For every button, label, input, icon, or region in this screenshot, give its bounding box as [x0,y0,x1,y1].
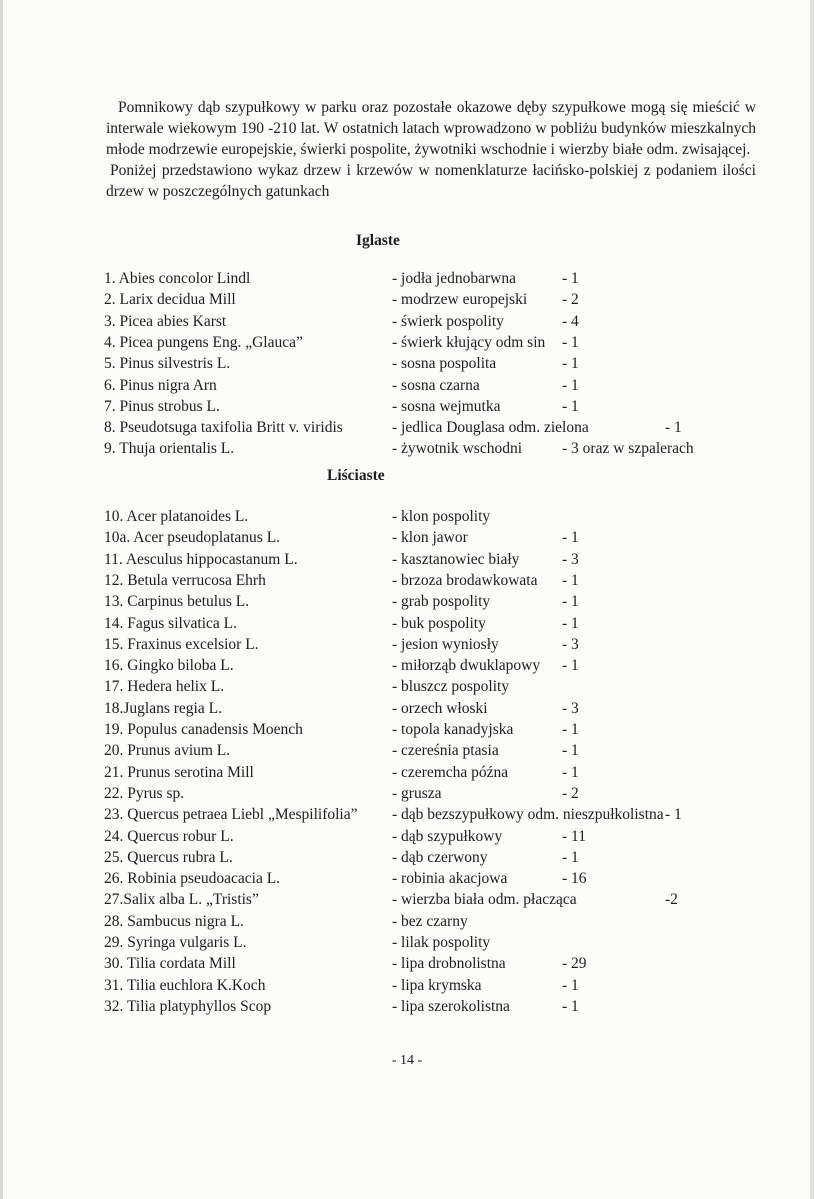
species-polish-name: - świerk kłujący odm sin [392,333,546,351]
species-latin-name: 7. Pinus strobus L. [104,397,220,415]
species-count: - 1 [562,614,579,632]
species-latin-name: 11. Aesculus hippocastanum L. [104,550,298,568]
species-row [0,806,814,827]
species-count: - 2 [562,291,579,309]
species-row [0,785,814,806]
species-latin-name: 16. Gingko biloba L. [104,657,234,675]
species-row [0,572,814,593]
species-count: - 1 [562,848,579,866]
species-polish-name: - kasztanowiec biały [392,550,520,568]
species-polish-name: - topola kanadyjska [392,721,514,738]
species-latin-name: 28. Sambucus nigra L. [104,912,244,930]
species-polish-name: - dąb szypułkowy [392,827,503,845]
species-row [0,377,814,398]
species-count: - 3 [562,550,579,568]
species-count: - 1 [562,997,579,1015]
species-row [0,419,814,440]
species-latin-name: 1. Abies concolor Lindl [104,270,251,287]
species-row [0,934,814,955]
species-latin-name: 20. Prunus avium L. [104,742,231,760]
species-count: - 3 [562,699,579,717]
species-count: - 2 [562,784,579,802]
species-row [0,270,814,291]
species-latin-name: 2. Larix decidua Mill [104,291,236,309]
species-latin-name: 3. Picea abies Karst [104,312,227,330]
species-row [0,615,814,636]
species-latin-name: 9. Thuja orientalis L. [104,440,235,458]
species-count: - 4 [562,312,579,330]
page-number: - 14 - [391,1053,423,1068]
species-latin-name: 8. Pseudotsuga taxifolia Britt v. viridis [104,419,343,437]
species-polish-name: - brzoza brodawkowata [392,571,538,589]
species-row [0,334,814,355]
species-count: - 1 [562,571,579,589]
species-latin-name: 15. Fraxinus excelsior L. [104,635,259,653]
species-row [0,913,814,934]
species-count-extra: - 1 [665,419,682,437]
species-latin-name: 4. Picea pungens Eng. „Glauca” [104,333,303,351]
species-polish-name: - buk pospolity [392,614,486,632]
species-latin-name: 19. Populus canadensis Moench [104,721,303,738]
species-count: - 3 [562,635,579,653]
species-row [0,291,814,312]
species-polish-name: - dąb czerwony [392,848,488,866]
species-row [0,678,814,699]
species-row [0,700,814,721]
species-latin-name: 29. Syringa vulgaris L. [104,934,247,951]
species-row [0,657,814,678]
species-row [0,529,814,550]
species-count: - 1 [562,355,579,373]
species-polish-name: - sosna czarna [392,376,480,394]
species-count: - 1 [562,270,579,287]
species-count: - 3 oraz w szpalerach [562,440,694,458]
species-count: - 16 [562,870,587,888]
intro-paragraph-1: Pomnikowy dąb szypułkowy w parku oraz pozostałe okazowe dęby szypułkowe mogą się mieścić w interwale wiekowym 190 -210 lat. W ostatnich latach wprowadzono w pobliżu budynków mieszkalnych młode modrzewie europejskie, świerki pospolite, żywotniki wschodnie i wierzby białe odm. zwisającej. [106,99,756,158]
species-latin-name: 24. Quercus robur L. [104,827,234,845]
species-polish-name: - klon pospolity [392,508,491,525]
species-polish-name: - sosna wejmutka [392,397,501,415]
species-row [0,891,814,912]
species-latin-name: 18.Juglans regia L. [104,699,222,717]
species-latin-name: 32. Tilia platyphyllos Scop [104,997,272,1015]
species-latin-name: 17. Hedera helix L. [104,678,225,696]
species-row [0,593,814,614]
species-count: - 1 [562,763,579,781]
species-row [0,955,814,976]
species-count: - 1 [562,333,579,351]
species-latin-name: 10a. Acer pseudoplatanus L. [104,529,281,547]
species-count: - 1 [562,742,579,760]
species-polish-name: - grab pospolity [392,593,491,611]
species-latin-name: 13. Carpinus betulus L. [104,593,250,611]
species-latin-name: 27.Salix alba L. „Tristis” [104,891,259,909]
species-count-extra: - 1 [665,806,682,824]
species-row [0,828,814,849]
species-row [0,551,814,572]
species-count: - 1 [562,593,579,611]
species-row [0,870,814,891]
species-polish-name: - sosna pospolita [392,355,497,373]
species-count: - 1 [562,529,579,547]
species-polish-name: - dąb bezszypułkowy odm. nieszpułkolistna [392,806,664,824]
species-count: - 1 [562,397,579,415]
species-row [0,355,814,376]
species-polish-name: - lipa drobnolistna [392,955,506,973]
species-polish-name: - jedlica Douglasa odm. zielona [392,419,589,437]
section-heading-iglaste: Iglaste [356,232,400,249]
species-polish-name: - klon jawor [392,529,468,547]
species-count: - 29 [562,955,587,973]
species-count: - 1 [562,721,579,738]
species-latin-name: 10. Acer platanoides L. [104,508,249,525]
species-row [0,721,814,742]
species-count: - 1 [562,657,579,675]
species-polish-name: - lipa szerokolistna [392,997,510,1015]
species-row [0,508,814,529]
species-row [0,849,814,870]
species-latin-name: 12. Betula verrucosa Ehrh [104,571,266,589]
species-latin-name: 21. Prunus serotina Mill [104,763,254,781]
species-polish-name: - orzech włoski [392,699,488,717]
species-row [0,764,814,785]
species-latin-name: 6. Pinus nigra Arn [104,376,217,394]
species-row [0,998,814,1019]
species-latin-name: 22. Pyrus sp. [104,784,185,802]
species-polish-name: - czereśnia ptasia [392,742,499,760]
species-row [0,636,814,657]
species-polish-name: - żywotnik wschodni [392,440,523,458]
species-polish-name: - robinia akacjowa [392,870,508,888]
species-polish-name: - grusza [392,784,442,802]
species-polish-name: - bez czarny [392,912,468,930]
species-row [0,977,814,998]
species-latin-name: 31. Tilia euchlora K.Koch [104,976,266,994]
species-latin-name: 23. Quercus petraea Liebl „Mespilifolia” [104,806,358,824]
species-polish-name: - lilak pospolity [392,934,491,951]
species-row [0,440,814,461]
species-count: - 1 [562,376,579,394]
species-polish-name: - jesion wyniosły [392,635,499,653]
species-polish-name: - miłorząb dwuklapowy [392,657,541,675]
section-heading-lisciaste: Liściaste [327,467,385,484]
species-polish-name: - modrzew europejski [392,291,528,309]
species-polish-name: - lipa krymska [392,976,482,994]
species-latin-name: 30. Tilia cordata Mill [104,955,236,973]
species-count-extra: -2 [665,891,678,909]
species-polish-name: - jodła jednobarwna [392,270,516,287]
species-count: - 1 [562,976,579,994]
species-polish-name: - bluszcz pospolity [392,678,510,696]
species-latin-name: 14. Fagus silvatica L. [104,614,238,632]
species-latin-name: 25. Quercus rubra L. [104,848,233,866]
species-row [0,313,814,334]
species-polish-name: - czeremcha późna [392,763,509,781]
species-latin-name: 5. Pinus silvestris L. [104,355,231,373]
species-latin-name: 26. Robinia pseudoacacia L. [104,870,281,888]
species-row [0,742,814,763]
intro-paragraph-2: Poniżej przedstawiono wykaz drzew i krzewów w nomenklaturze łacińsko-polskiej z podaniem ilości drzew w poszczególnych gatunkach [106,162,756,200]
species-polish-name: - świerk pospolity [392,312,504,330]
species-count: - 11 [562,827,586,845]
species-polish-name: - wierzba biała odm. płacząca [392,891,577,909]
species-row [0,398,814,419]
